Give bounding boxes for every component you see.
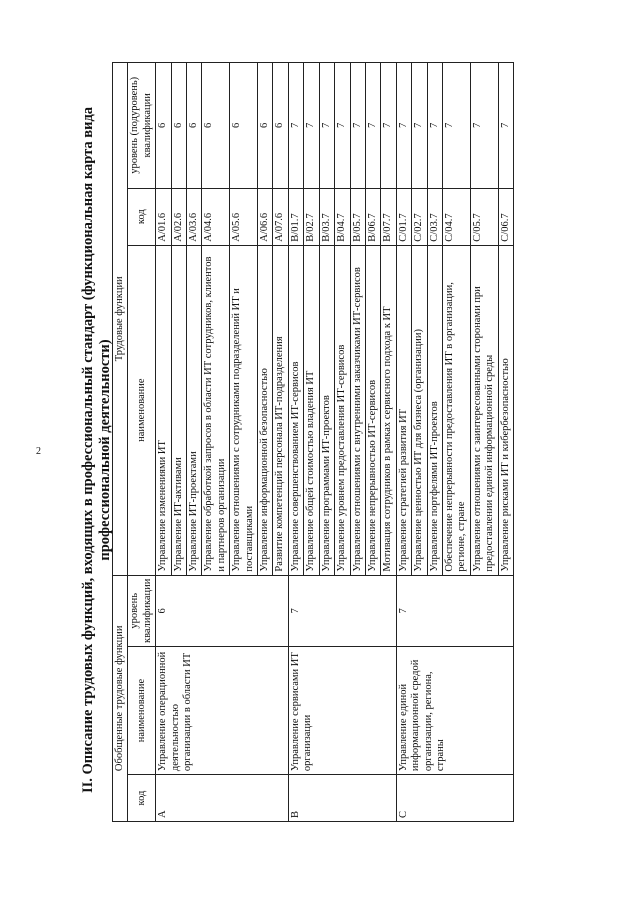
function-code: B/06.7 — [365, 188, 380, 245]
function-level: 6 — [230, 63, 258, 189]
function-level: 7 — [381, 63, 396, 189]
function-level: 7 — [442, 63, 470, 189]
function-level: 7 — [498, 63, 513, 189]
function-name: Управление общей стоимостью владения ИТ — [304, 245, 319, 575]
function-name: Управление отношениями с сотрудниками подразделений ИТ и поставщиками — [230, 245, 258, 575]
function-name: Управление отношениями с внутренними заказчиками ИТ-сервисов — [350, 245, 365, 575]
group-level: 6 — [156, 575, 289, 646]
function-name: Управление ценностью ИТ для бизнеса (организации) — [412, 245, 427, 575]
function-level: 7 — [335, 63, 350, 189]
function-level: 7 — [319, 63, 334, 189]
function-code: A/07.6 — [273, 188, 288, 245]
function-code: A/05.6 — [230, 188, 258, 245]
group-level: 7 — [288, 575, 396, 646]
function-name: Управление информационной безопасностью — [258, 245, 273, 575]
page-number: 2 — [36, 446, 41, 457]
function-code: B/03.7 — [319, 188, 334, 245]
function-name: Управление совершенствованием ИТ-сервисов — [288, 245, 303, 575]
group-name: Управление операционной деятельностью организации в области ИТ — [156, 647, 289, 775]
group-name: Управление единой информационной средой организации, региона, страны — [396, 647, 513, 775]
function-code: B/04.7 — [335, 188, 350, 245]
function-code: C/05.7 — [470, 188, 498, 245]
header-code: код — [128, 775, 156, 822]
table-row — [156, 63, 171, 822]
function-code: C/03.7 — [427, 188, 442, 245]
function-name: Управление рисками ИТ и кибербезопасностью — [498, 245, 513, 575]
function-name: Управление уровнем предоставления ИТ-сервисов — [335, 245, 350, 575]
group-level: 7 — [396, 575, 513, 646]
function-name: Управление изменениями ИТ — [156, 245, 171, 575]
function-code: C/02.7 — [412, 188, 427, 245]
table-body — [156, 63, 514, 822]
header-level2: уровень (подуровень) квалификации — [128, 63, 156, 189]
function-code: B/07.7 — [381, 188, 396, 245]
function-level: 6 — [258, 63, 273, 189]
function-code: A/04.6 — [202, 188, 230, 245]
function-name: Управление стратегией развития ИТ — [396, 245, 411, 575]
function-level: 7 — [365, 63, 380, 189]
group-name: Управление сервисами ИТ организации — [288, 647, 396, 775]
function-level: 6 — [171, 63, 186, 189]
function-code: A/02.6 — [171, 188, 186, 245]
function-level: 7 — [304, 63, 319, 189]
function-name: Управление портфелями ИТ-проектов — [427, 245, 442, 575]
function-name: Управление ИТ-проектами — [187, 245, 202, 575]
function-name: Управление непрерывностью ИТ-сервисов — [365, 245, 380, 575]
header-name: наименование — [128, 647, 156, 775]
function-level: 7 — [288, 63, 303, 189]
function-level: 7 — [427, 63, 442, 189]
function-code: C/04.7 — [442, 188, 470, 245]
table-row — [396, 63, 411, 822]
function-name: Управление программами ИТ-проектов — [319, 245, 334, 575]
function-code: B/01.7 — [288, 188, 303, 245]
function-code: A/06.6 — [258, 188, 273, 245]
function-name: Управление ИТ-активами — [171, 245, 186, 575]
header-code2: код — [128, 188, 156, 245]
header-level: уровень квалификации — [128, 575, 156, 646]
function-code: B/02.7 — [304, 188, 319, 245]
function-name: Управление отношениями с заинтересованными сторонами при предоставлении единой информационной среды — [470, 245, 498, 575]
functional-map-table — [112, 62, 514, 822]
function-name: Управление обработкой запросов в области ИТ сотрудников, клиентов и партнеров организации — [202, 245, 230, 575]
function-level: 7 — [470, 63, 498, 189]
function-code: C/01.7 — [396, 188, 411, 245]
function-level: 7 — [350, 63, 365, 189]
group-code: B — [288, 775, 396, 822]
function-name: Обеспечение непрерывности предоставления ИТ в организации, регионе, стране — [442, 245, 470, 575]
function-code: B/05.7 — [350, 188, 365, 245]
header-name2: наименование — [128, 245, 156, 575]
function-level: 6 — [202, 63, 230, 189]
header-labor: Трудовые функции — [113, 63, 128, 576]
function-level: 6 — [273, 63, 288, 189]
function-code: A/03.6 — [187, 188, 202, 245]
header-generalized: Обобщенные трудовые функции — [113, 575, 128, 821]
section-heading: II. Описание трудовых функций, входящих в профессиональный стандарт (функциональная карта вида профессиональной деятельности) — [80, 106, 113, 794]
function-level: 6 — [187, 63, 202, 189]
function-level: 6 — [156, 63, 171, 189]
group-code: A — [156, 775, 289, 822]
function-level: 7 — [412, 63, 427, 189]
function-name: Мотивация сотрудников в рамках сервисного подхода к ИТ — [381, 245, 396, 575]
table-row — [288, 63, 303, 822]
group-code: C — [396, 775, 513, 822]
function-code: C/06.7 — [498, 188, 513, 245]
function-code: A/01.6 — [156, 188, 171, 245]
function-name: Развитие компетенций персонала ИТ-подразделения — [273, 245, 288, 575]
function-level: 7 — [396, 63, 411, 189]
